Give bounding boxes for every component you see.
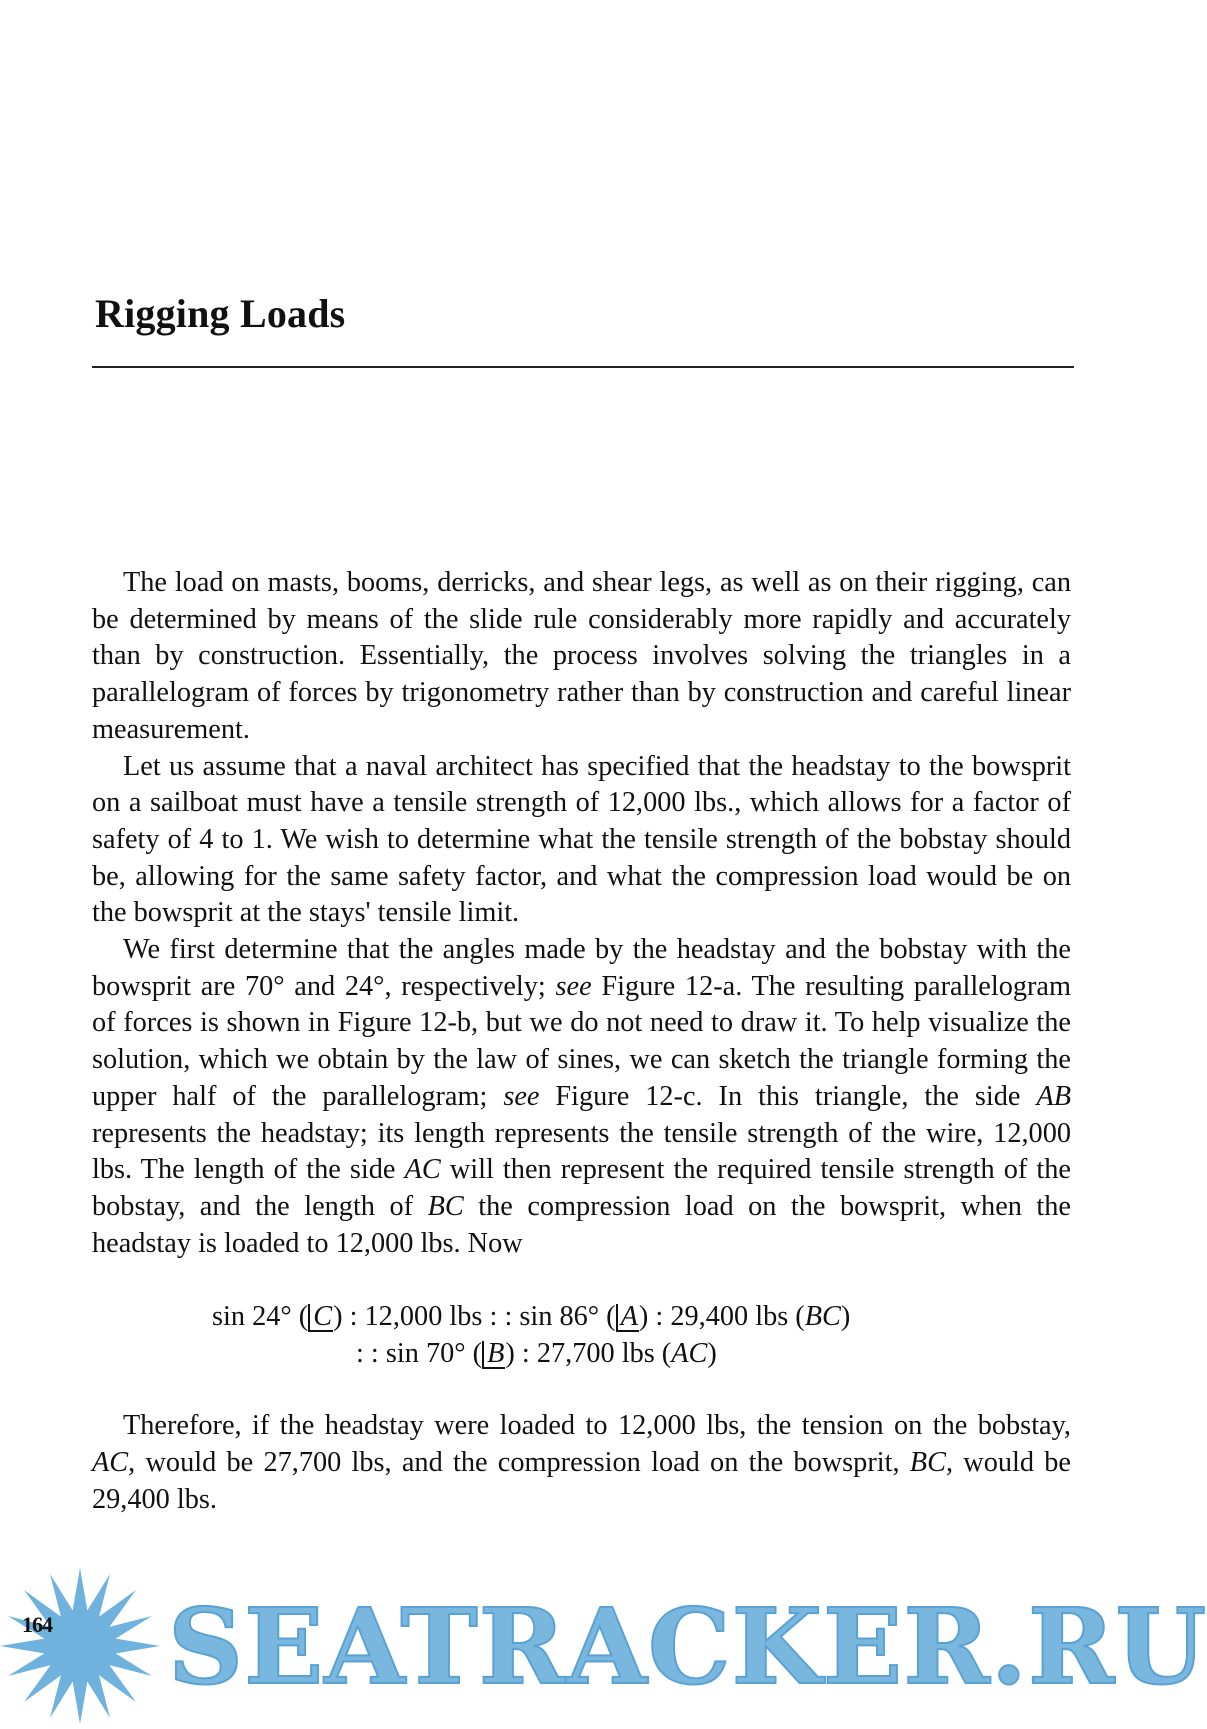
side-label-bc: BC	[427, 1190, 464, 1222]
side-label-bc: BC	[804, 1301, 841, 1333]
paragraph-4-part-c: , would be 29,400 lbs.	[92, 1447, 1071, 1515]
watermark-text: SEATRACKER.RU	[168, 1585, 1207, 1708]
title-rule	[92, 366, 1074, 368]
law-of-sines-equation	[92, 1298, 1071, 1372]
see-emphasis: see	[503, 1080, 540, 1112]
equation-line-1	[92, 1298, 1071, 1335]
paragraph-4-part-a: Therefore, if the headstay were loaded to 12,000 lbs, the tension on the bobstay,	[123, 1410, 1071, 1442]
body-text	[92, 565, 1071, 1518]
equation-text: ) : 12,000 lbs : : sin 86° (	[333, 1301, 616, 1333]
page-title: Rigging Loads	[95, 291, 346, 336]
equation-text: ) : 29,400 lbs (	[638, 1301, 805, 1333]
paragraph-3-part-b: Figure 12-a. The resulting parallelogram of forces is shown in Figure 12-b, but we do not need to draw it. To help visualize the solution, which we obtain by the law of sines, we can sketch the triangle forming the upper half of the parallelogram;	[92, 970, 1071, 1112]
side-label-bc: BC	[909, 1447, 946, 1479]
paragraph-4-part-b: , would be 27,700 lbs, and the compression load on the bowsprit,	[128, 1447, 910, 1479]
paragraph-3	[92, 932, 1071, 1262]
side-label-ac: AC	[92, 1447, 129, 1479]
equation-text: : : sin 70° (	[356, 1338, 483, 1370]
equation-text: )	[707, 1338, 717, 1370]
paragraph-2: Let us assume that a naval architect has specified that the headstay to the bowsprit on a sailboat must have a tensile strength of 12,000 lbs., which allows for a factor of safety of 4 to 1. We wish to determine what the tensile strength of the bobstay should be, allowing for the same safety factor, and what the compression load would be on the bowsprit at the stays' tensile limit.	[92, 750, 1071, 929]
angle-symbol-c: C	[308, 1304, 333, 1332]
paragraph-1: The load on masts, booms, derricks, and shear legs, as well as on their rigging, can be determined by means of the slide rule considerably more rapidly and accurately than by construction. Essentially, the process involves solving the triangles in a parallelogram of forces by trigonometry rather than by construction and careful linear measurement.	[92, 567, 1071, 745]
page-number: 164	[22, 1612, 52, 1637]
equation-line-2	[92, 1335, 1071, 1372]
side-label-ac: AC	[671, 1338, 708, 1370]
side-label-ab: AB	[1036, 1080, 1072, 1112]
equation-text: ) : 27,700 lbs (	[505, 1338, 672, 1370]
angle-symbol-a: A	[616, 1304, 639, 1332]
paragraph-3-part-f: the compression load on the bowsprit, when the headstay is loaded to 12,000 lbs. Now	[92, 1190, 1071, 1259]
paragraph-3-part-a: We first determine that the angles made by the headstay and the bobstay with the bowsprit are 70° and 24°, respectively;	[92, 934, 1071, 1002]
paragraph-3-part-d: represents the headstay; its length represents the tensile strength of the wire, 12,000 lbs. The length of the side	[92, 1117, 1071, 1186]
sun-icon	[0, 1568, 160, 1724]
equation-text: )	[840, 1301, 851, 1333]
angle-symbol-b: B	[482, 1341, 505, 1369]
paragraph-3-part-e: will then represent the required tensile strength of the bobstay, and the length of	[92, 1154, 1071, 1222]
see-emphasis: see	[555, 970, 592, 1002]
paragraph-4	[92, 1408, 1071, 1518]
paragraph-3-part-c: Figure 12-c. In this triangle, the side	[539, 1080, 1037, 1112]
equation-text: sin 24° (	[212, 1301, 309, 1333]
side-label-ac: AC	[404, 1154, 441, 1186]
